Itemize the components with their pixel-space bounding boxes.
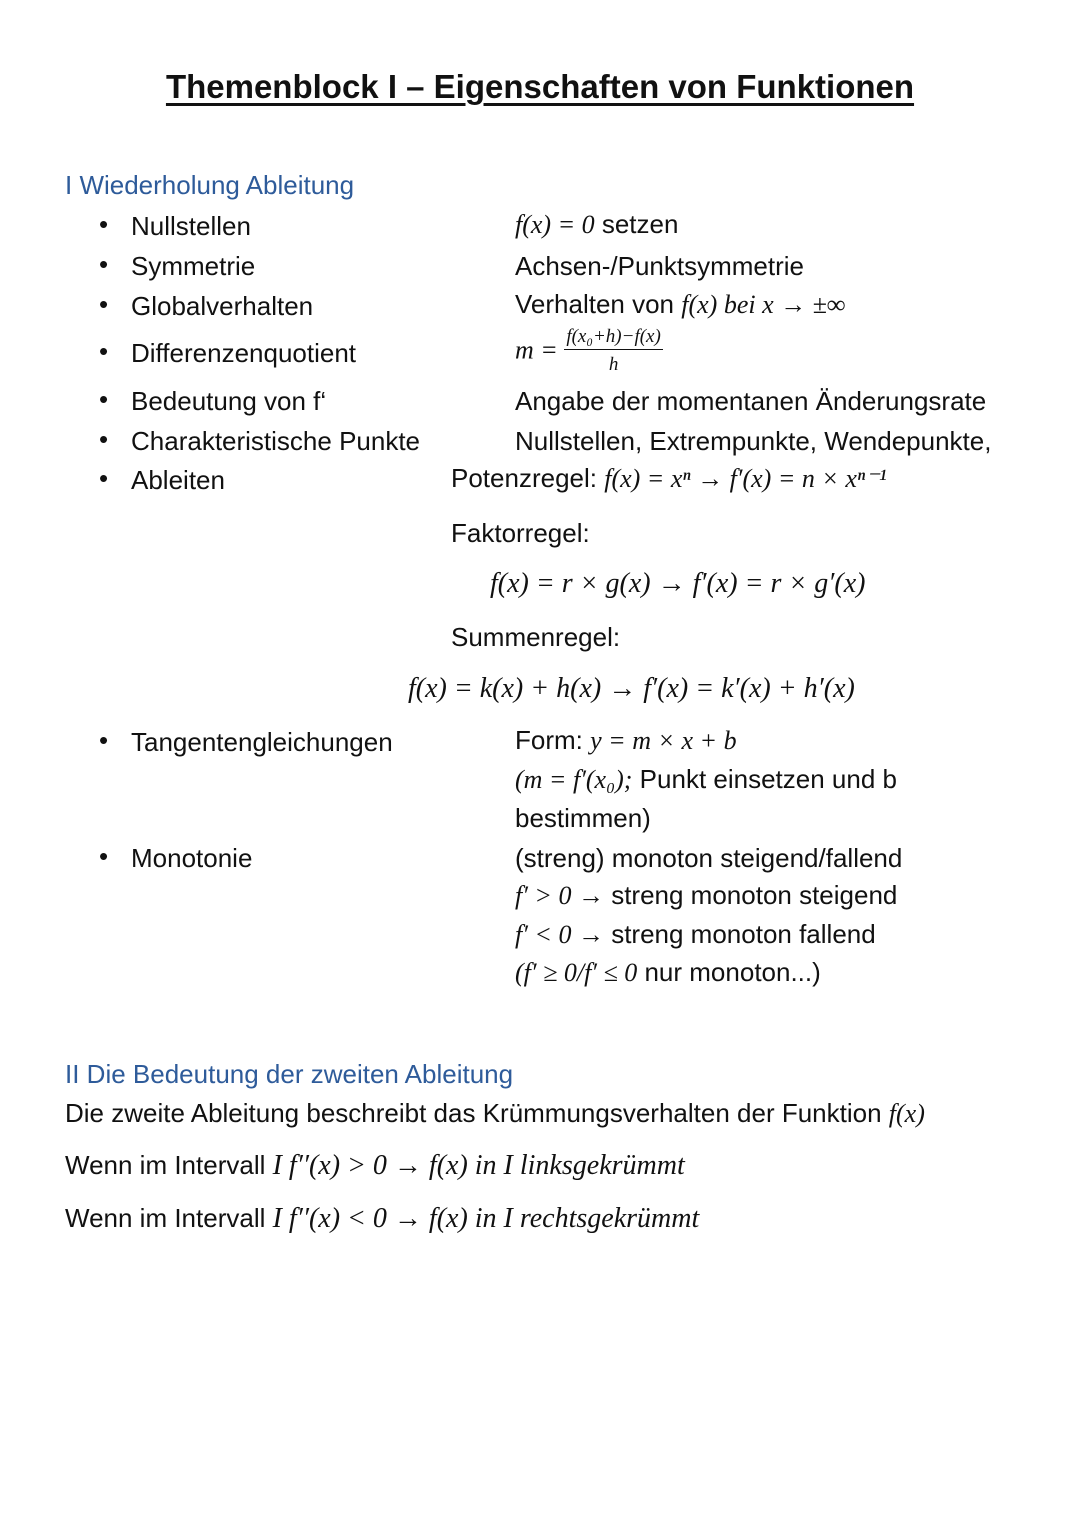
formula: f′ < 0 → [515,920,604,949]
summenregel-formula: f(x) = k(x) + h(x) → f′(x) = k′(x) + h′(x) [408,673,855,704]
monotonie-line3 [515,921,876,948]
faktorregel-label: Faktorregel: [451,518,590,548]
desc-text: Wenn im Intervall [65,1150,273,1180]
formula: I f′′(x) < 0 → f(x) in I rechtsgekrümmt [272,1203,700,1234]
desc-text: setzen [594,209,679,239]
formula: (m = f′(x₀); [515,765,633,794]
bullet-ableiten: • Ableiten [131,467,225,493]
difference-quotient-fraction [564,327,662,374]
fraction-denominator: h [608,354,619,375]
desc-nullstellen [515,211,678,238]
formula: f′ > 0 → [515,881,604,910]
bullet-nullstellen: • Nullstellen [131,213,251,239]
bullet-monotonie: • Monotonie [131,845,252,871]
tangent-hint-cont: bestimmen) [515,803,651,833]
faktorregel-formula: f(x) = r × g(x) → f′(x) = r × g′(x) [490,568,866,599]
tangent-form [515,727,737,754]
desc-bedeutung-f: Angabe der momentanen Änderungsrate [515,386,987,416]
bullet-globalverhalten: • Globalverhalten [131,293,313,319]
desc-text: Punkt einsetzen und b [632,764,897,794]
summenregel-label: Summenregel: [451,622,621,652]
formula: f(x) [888,1099,925,1128]
desc-differenzenquotient [515,327,663,374]
section2-linksgekruemmt [65,1152,685,1180]
tangent-hint [515,766,897,793]
monotonie-line2 [515,882,897,909]
desc-potenzregel [451,465,887,492]
formula: (f′ ≥ 0/f′ ≤ 0 [515,958,638,987]
desc-text: Form: [515,725,591,755]
bullet-charakteristische-punkte: • Charakteristische Punkte [131,428,420,454]
fraction-numerator: f(x₀+h)−f(x) [564,327,662,350]
formula: y = m × x + b [590,726,737,755]
formula: I f′′(x) > 0 → f(x) in I linksgekrümmt [272,1150,685,1181]
formula: f(x) = xⁿ → f′(x) = n × xⁿ⁻¹ [604,464,887,493]
monotonie-line1: (streng) monoton steigend/fallend [515,843,903,873]
desc-globalverhalten [515,291,845,318]
formula: m = [515,335,565,365]
desc-text: streng monoton fallend [603,919,876,949]
section-heading-wiederholung: I Wiederholung Ableitung [65,170,355,200]
formula: f(x) bei x → ±∞ [681,290,846,319]
desc-text: Wenn im Intervall [65,1203,273,1233]
bullet-bedeutung-f: • Bedeutung von f‘ [131,388,326,414]
bullet-symmetrie: • Symmetrie [131,253,255,279]
intro-text: Die zweite Ableitung beschreibt das Krümmungsverhalten der Funktion [65,1098,889,1128]
section2-rechtsgekruemmt [65,1205,699,1233]
section-heading-zweite-ableitung: II Die Bedeutung der zweiten Ableitung [65,1059,514,1089]
monotonie-line4 [515,959,821,986]
desc-text: nur monoton...) [637,957,821,987]
page-title: Themenblock I – Eigenschaften von Funktionen [165,68,915,105]
desc-text: Potenzregel: [451,463,605,493]
bullet-tangentengleichungen: • Tangentengleichungen [131,729,393,755]
formula: f(x) = 0 [515,210,595,239]
desc-symmetrie: Achsen-/Punktsymmetrie [515,251,804,281]
desc-text: Verhalten von [515,289,682,319]
section2-intro [65,1100,925,1127]
desc-charakteristische-punkte: Nullstellen, Extrempunkte, Wendepunkte, [515,426,992,456]
desc-text: streng monoton steigend [603,880,898,910]
bullet-differenzenquotient: • Differenzenquotient [131,340,356,366]
